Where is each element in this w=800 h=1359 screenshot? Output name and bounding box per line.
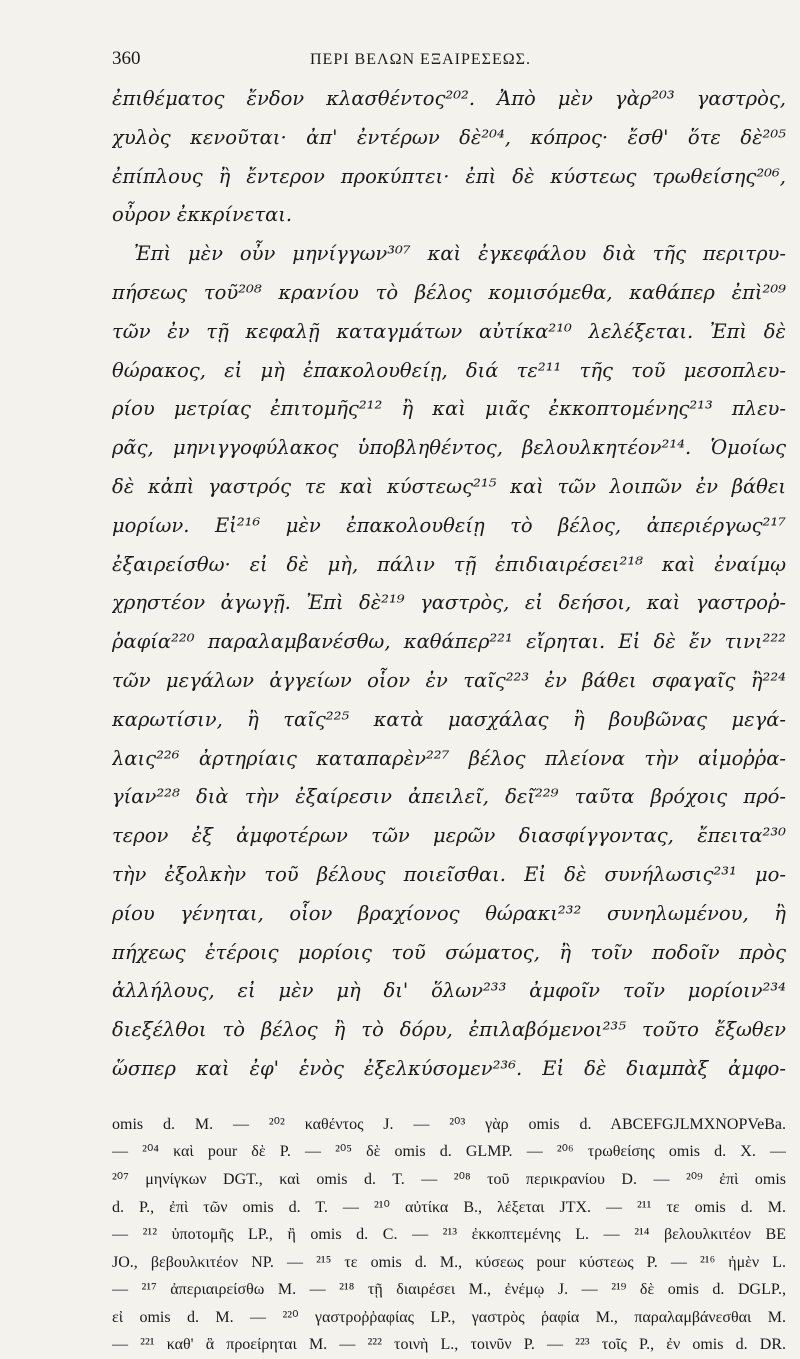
footnote-line: εἰ omis d. M. — ²²⁰ γαστροῤῥαφίας LP., γαστρὸς ῥαφία M., παραλαμβάνεσθαι M. bbox=[112, 1308, 786, 1326]
body-line: ρίου μετρίας ἐπιτομῆς²¹² ἢ καὶ μιᾶς ἐκκοπτομένης²¹³ πλευ- bbox=[112, 397, 786, 421]
footnote-line: d. P., ἐπὶ τῶν omis d. T. — ²¹⁰ αὐτίκα B., λέξεται JTX. — ²¹¹ τε omis d. M. bbox=[112, 1198, 786, 1216]
footnote-line: — ²²¹ καθ' ἃ προείρηται M. — ²²² τοινὴ L., τοινῦν P. — ²²³ τοῖς P., ἐν omis d. DR. bbox=[112, 1336, 786, 1354]
body-line: οὖρον ἐκκρίνεται. bbox=[112, 203, 293, 227]
body-line: ἐξαιρείσθω· εἰ δὲ μὴ, πάλιν τῇ ἐπιδιαιρέσει²¹⁸ καὶ ἐναίμῳ bbox=[112, 552, 786, 576]
footnote-line: omis d. M. — ²⁰² καθέντος J. — ²⁰³ γὰρ omis d. ABCEFGJLMXNOPVeBa. bbox=[112, 1115, 786, 1133]
body-line: ἐπιθέματος ἔνδον κλασθέντος²⁰². Ἀπὸ μὲν γὰρ²⁰³ γαστρὸς, bbox=[112, 87, 786, 110]
header-title: ΠΕΡΙ ΒΕΛΩΝ ΕΞΑΙΡΕΣΕΩΣ. bbox=[310, 51, 531, 68]
body-line: πήχεως ἑτέροις μορίοις τοῦ σώματος, ἢ τοῖν ποδοῖν πρὸς bbox=[112, 940, 786, 964]
body-line: τὴν ἐξολκὴν τοῦ βέλους ποιεῖσθαι. Εἰ δὲ συνήλωσις²³¹ μο- bbox=[112, 862, 786, 886]
body-line: ἐπίπλους ἢ ἔντερον προκύπτει· ἐπὶ δὲ κύστεως τρωθείσης²⁰⁶, bbox=[112, 164, 786, 188]
body-line: λαις²²⁶ ἀρτηρίαις καταπαρὲν²²⁷ βέλος πλείονα τὴν αἱμοῤῥα- bbox=[112, 746, 786, 770]
body-line: ρᾶς, μηνιγγοφύλακος ὑποβληθέντος, βελουλκητέον²¹⁴. Ὁμοίως bbox=[112, 436, 786, 460]
page-number: 360 bbox=[112, 48, 141, 69]
body-line: ἀλλήλους, εἰ μὲν μὴ δι' ὅλων²³³ ἀμφοῖν τοῖν μορίοιν²³⁴ bbox=[112, 979, 786, 1003]
footnote-line: — ²¹⁷ ἀπεριαιρείσθω M. — ²¹⁸ τῇ διαιρέσει M., ἐνέμῳ J. — ²¹⁹ δὲ omis d. DGLP., bbox=[112, 1281, 786, 1299]
body-line: καρωτίσιν, ἢ ταῖς²²⁵ κατὰ μασχάλας ἢ βουβῶνας μεγά- bbox=[112, 707, 786, 731]
body-line: θώρακος, εἰ μὴ ἐπακολουθείῃ, διά τε²¹¹ τῆς τοῦ μεσοπλευ- bbox=[112, 358, 786, 382]
body-line: τερον ἐξ ἀμφοτέρων τῶν μερῶν διασφίγγοντας, ἔπειτα²³⁰ bbox=[112, 824, 786, 848]
body-line: χρηστέον ἀγωγῇ. Ἐπὶ δὲ²¹⁹ γαστρὸς, εἰ δεήσοι, καὶ γαστροῤ- bbox=[112, 591, 786, 615]
body-line: τῶν ἐν τῇ κεφαλῇ καταγμάτων αὐτίκα²¹⁰ λελέξεται. Ἐπὶ δὲ bbox=[112, 319, 786, 343]
body-line: γίαν²²⁸ διὰ τὴν ἐξαίρεσιν ἀπειλεῖ, δεῖ²²⁹ ταῦτα βρόχοις πρό- bbox=[112, 785, 786, 809]
body-line: ρίου γένηται, οἷον βραχίονος θώρακι²³² συνηλωμένου, ἢ bbox=[112, 901, 786, 925]
body-line: ὥσπερ καὶ ἐφ' ἑνὸς ἐξελκύσομεν²³⁶. Εἰ δὲ διαμπὰξ ἀμφο- bbox=[112, 1056, 786, 1080]
body-line: μορίων. Εἰ²¹⁶ μὲν ἐπακολουθείῃ τὸ βέλος, ἀπεριέργως²¹⁷ bbox=[112, 513, 786, 537]
body-text bbox=[112, 80, 786, 1089]
footnote-line: JO., βεβουλκιτέον NP. — ²¹⁵ τε omis d. M., κύσεως pour κύστεως P. — ²¹⁶ ἠμὲν L. bbox=[112, 1253, 786, 1271]
body-line: τῶν μεγάλων ἀγγείων οἷον ἐν ταῖς²²³ ἐν βάθει σφαγαῖς ἢ²²⁴ bbox=[112, 668, 786, 692]
footnote-line: — ²¹² ὑποτομῆς LP., ἢ omis d. C. — ²¹³ ἐκκοπτεμένης L. — ²¹⁴ βελουλκιτέον BE bbox=[112, 1226, 786, 1244]
body-line: δὲ κἀπὶ γαστρός τε καὶ κύστεως²¹⁵ καὶ τῶν λοιπῶν ἐν βάθει bbox=[112, 474, 786, 498]
body-line: διεξέλθοι τὸ βέλος ἢ τὸ δόρυ, ἐπιλαβόμενοι²³⁵ τοῦτο ἔξωθεν bbox=[112, 1018, 786, 1042]
body-line: ῥαφία²²⁰ παραλαμβανέσθω, καθάπερ²²¹ εἴρηται. Εἰ δὲ ἔν τινι²²² bbox=[112, 630, 786, 654]
footnote-line: ²⁰⁷ μηνίγκων DGT., καὶ omis d. T. — ²⁰⁸ τοῦ περικρανίου D. — ²⁰⁹ ἐπὶ omis bbox=[112, 1170, 786, 1188]
running-head bbox=[112, 48, 786, 74]
footnote-line: — ²⁰⁴ καὶ pour δὲ P. — ²⁰⁵ δὲ omis d. GLMP. — ²⁰⁶ τρωθείσης omis d. X. — bbox=[112, 1143, 786, 1161]
footnotes bbox=[112, 1111, 786, 1359]
body-line: χυλὸς κενοῦται· ἀπ' ἐντέρων δὲ²⁰⁴, κόπρος· ἔσθ' ὅτε δὲ²⁰⁵ bbox=[112, 125, 786, 149]
body-line: πήσεως τοῦ²⁰⁸ κρανίου τὸ βέλος κομισόμεθα, καθάπερ ἐπὶ²⁰⁹ bbox=[112, 280, 786, 304]
body-line: Ἐπὶ μὲν οὖν μηνίγγων³⁰⁷ καὶ ἐγκεφάλου διὰ τῆς περιτρυ- bbox=[134, 242, 786, 266]
